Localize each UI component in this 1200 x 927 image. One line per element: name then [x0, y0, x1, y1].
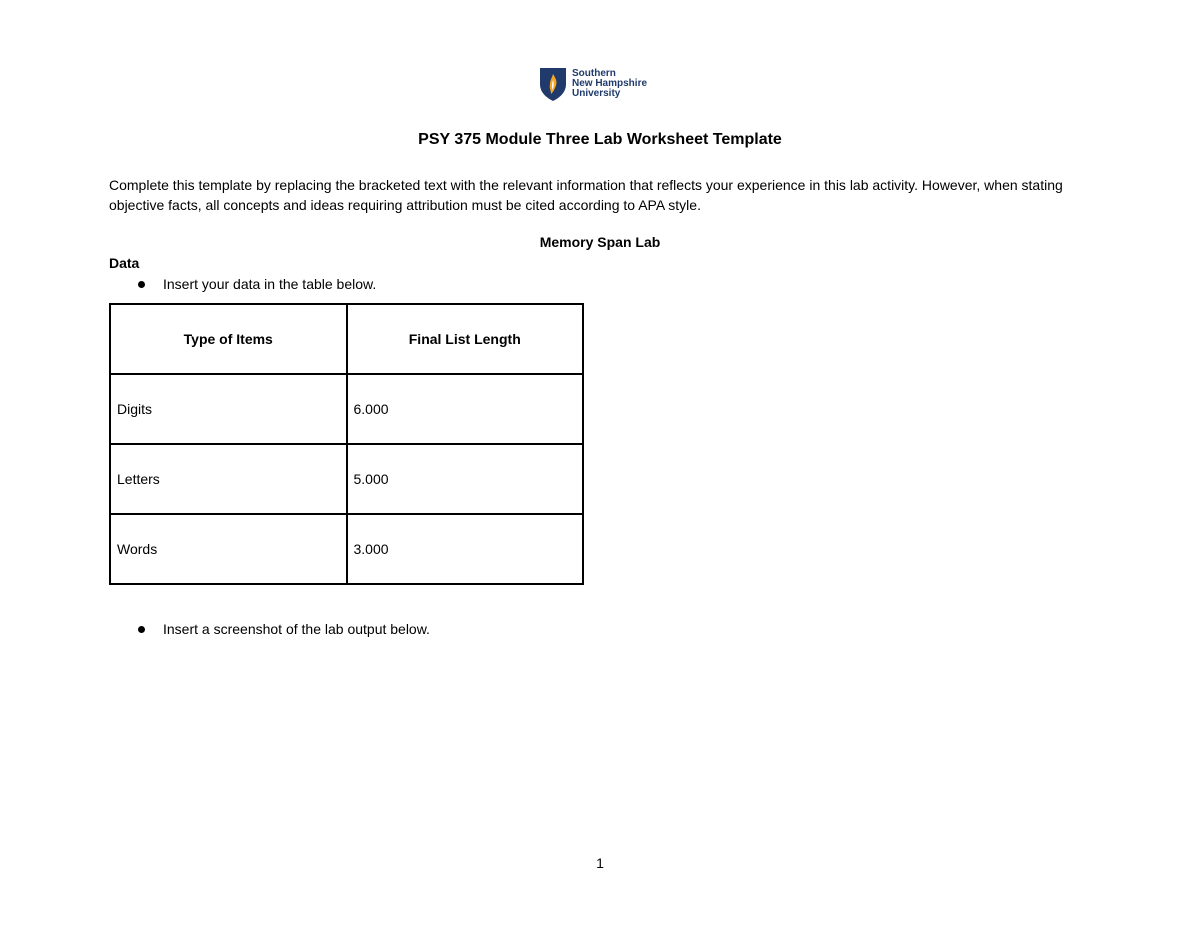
- page-number: 1: [596, 855, 604, 871]
- table-cell[interactable]: Digits: [110, 374, 347, 444]
- logo-line-2: New Hampshire: [572, 78, 648, 89]
- bullet-item: [138, 621, 430, 637]
- bullet-text: Insert your data in the table below.: [163, 276, 377, 292]
- shield-icon: [538, 66, 568, 102]
- table-cell[interactable]: 3.000: [347, 514, 584, 584]
- table-header-cell: Final List Length: [347, 304, 584, 374]
- bullet-icon: [138, 281, 145, 288]
- data-table: [109, 303, 584, 585]
- logo-wordmark: [572, 69, 647, 99]
- document-title: PSY 375 Module Three Lab Worksheet Template: [418, 131, 782, 148]
- bullet-text: Insert a screenshot of the lab output below.: [163, 621, 430, 637]
- bullet-item: [138, 276, 376, 292]
- table-header-row: [110, 304, 583, 374]
- table-cell[interactable]: 5.000: [347, 444, 584, 514]
- bullet-icon: [138, 626, 145, 633]
- table-cell[interactable]: 6.000: [347, 374, 584, 444]
- logo-line-1: Southern: [572, 68, 616, 79]
- table-cell[interactable]: Letters: [110, 444, 347, 514]
- logo-line-3: University: [572, 88, 621, 99]
- intro-paragraph: Complete this template by replacing the bracketed text with the relevant information that reflects your experience in this lab activity. However, when stating objective facts, all concepts and ideas requiring attribution must be cited according to APA style.: [109, 177, 1063, 213]
- table-row: [110, 374, 583, 444]
- table-header-cell: Type of Items: [110, 304, 347, 374]
- section-title: Memory Span Lab: [539, 234, 661, 250]
- table-row: [110, 444, 583, 514]
- university-logo: [538, 65, 647, 103]
- table-cell[interactable]: Words: [110, 514, 347, 584]
- table-row: [110, 514, 583, 584]
- data-heading: Data: [109, 255, 140, 271]
